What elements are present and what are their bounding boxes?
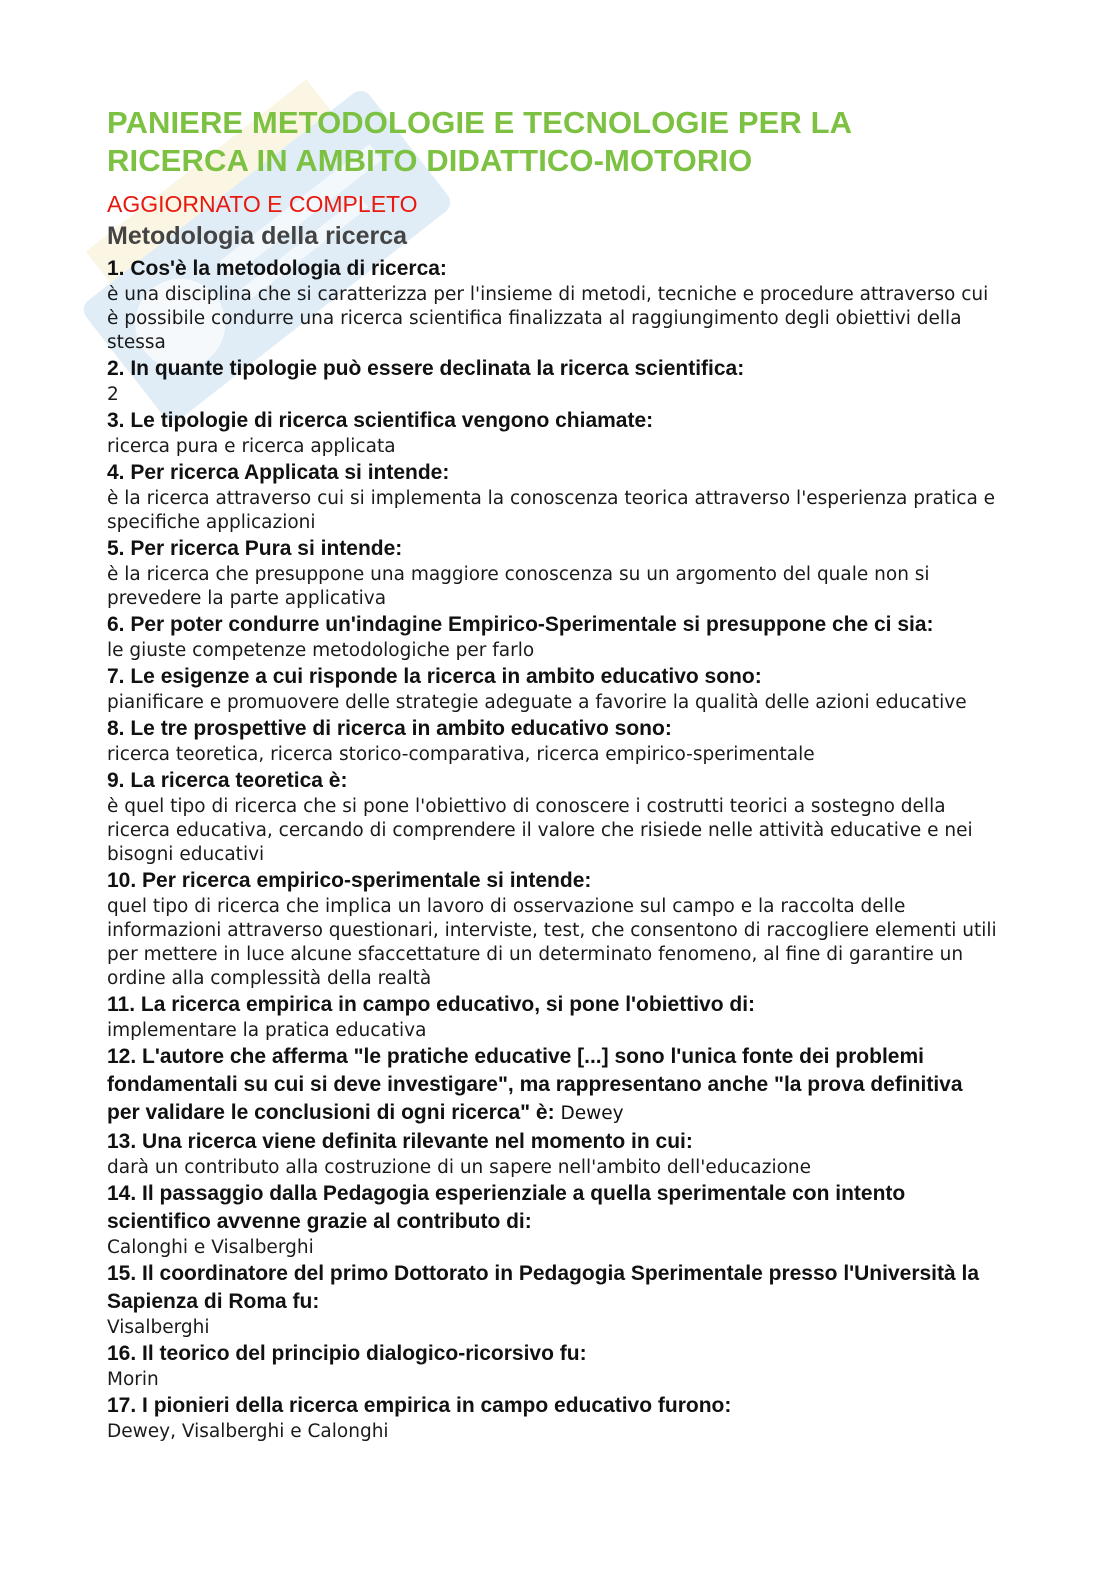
question-text: 6. Per poter condurre un'indagine Empirico-Sperimentale si presuppone che ci sia: <box>107 613 934 636</box>
answer: Dewey, Visalberghi e Calonghi <box>107 1421 389 1442</box>
question-text: 11. La ricerca empirica in campo educativo, si pone l'obiettivo di: <box>107 993 756 1016</box>
answer: darà un contributo alla costruzione di un sapere nell'ambito dell'educazione <box>107 1157 812 1178</box>
qa-item <box>107 459 997 535</box>
question-text: 1. Cos'è la metodologia di ricerca: <box>107 257 447 280</box>
qa-item <box>107 255 997 355</box>
question-text: 17. I pionieri della ricerca empirica in campo educativo furono: <box>107 1394 732 1417</box>
question <box>107 1392 997 1420</box>
qa-item <box>107 1180 997 1260</box>
qa-list <box>107 255 997 1444</box>
question <box>107 407 997 435</box>
answer: Calonghi e Visalberghi <box>107 1237 314 1258</box>
qa-item <box>107 1043 997 1128</box>
question-text: 4. Per ricerca Applicata si intende: <box>107 461 450 484</box>
section-heading: Metodologia della ricerca <box>107 222 408 250</box>
question-text: 7. Le esigenze a cui risponde la ricerca in ambito educativo sono: <box>107 665 762 688</box>
qa-item <box>107 611 997 663</box>
answer: Visalberghi <box>107 1317 210 1338</box>
question-text: 10. Per ricerca empirico-sperimentale si intende: <box>107 869 592 892</box>
qa-item <box>107 867 997 991</box>
question-text: 12. L'autore che afferma "le pratiche educative [...] sono l'unica fonte dei problemi fondamentali su cui si deve investigare", ma rappresentano anche "la prova definitiva per validare le conclusioni di ogni ricerca" è: <box>107 1045 963 1124</box>
qa-item <box>107 407 997 459</box>
question <box>107 767 997 795</box>
question <box>107 867 997 895</box>
question <box>107 1260 997 1316</box>
question-text: 13. Una ricerca viene definita rilevante nel momento in cui: <box>107 1130 693 1153</box>
qa-item <box>107 767 997 867</box>
answer: ricerca pura e ricerca applicata <box>107 436 396 457</box>
answer: è una disciplina che si caratterizza per l'insieme di metodi, tecniche e procedure attraverso cui è possibile condurre una ricerca scientifica finalizzata al raggiungimento degli obiettivi della stessa <box>107 284 989 353</box>
qa-item <box>107 535 997 611</box>
question <box>107 611 997 639</box>
answer: quel tipo di ricerca che implica un lavoro di osservazione sul campo e la raccolta delle informazioni attraverso questionari, interviste, test, che consentono di raccogliere elementi utili per mettere in luce alcune sfaccettature di un determinato fenomeno, al fine di garantire un ordine alla complessità della realtà <box>107 896 997 989</box>
question-text: 14. Il passaggio dalla Pedagogia esperienziale a quella sperimentale con intento scientifico avvenne grazie al contributo di: <box>107 1182 906 1233</box>
question <box>107 459 997 487</box>
answer: è la ricerca che presuppone una maggiore conoscenza su un argomento del quale non si prevedere la parte applicativa <box>107 564 930 609</box>
question-text: 9. La ricerca teoretica è: <box>107 769 348 792</box>
question <box>107 715 997 743</box>
question <box>107 1340 997 1368</box>
question-text: 3. Le tipologie di ricerca scientifica vengono chiamate: <box>107 409 654 432</box>
answer: è la ricerca attraverso cui si implementa la conoscenza teorica attraverso l'esperienza pratica e specifiche applicazioni <box>107 488 996 533</box>
document-title: PANIERE METODOLOGIE E TECNOLOGIE PER LA RICERCA IN AMBITO DIDATTICO-MOTORIO <box>107 105 851 178</box>
question <box>107 1043 997 1128</box>
qa-item <box>107 1392 997 1444</box>
answer: Morin <box>107 1369 159 1390</box>
qa-item <box>107 991 997 1043</box>
question <box>107 355 997 383</box>
question-text: 15. Il coordinatore del primo Dottorato in Pedagogia Sperimentale presso l'Università la Sapienza di Roma fu: <box>107 1262 980 1313</box>
answer: Dewey <box>560 1103 624 1124</box>
qa-item <box>107 1128 997 1180</box>
qa-item <box>107 663 997 715</box>
document-subtitle: AGGIORNATO E COMPLETO <box>107 191 418 217</box>
question <box>107 255 997 283</box>
qa-item <box>107 1340 997 1392</box>
qa-item <box>107 355 997 407</box>
document-page <box>107 104 997 1444</box>
question <box>107 991 997 1019</box>
answer: le giuste competenze metodologiche per farlo <box>107 640 535 661</box>
answer: 2 <box>107 384 119 405</box>
question-text: 8. Le tre prospettive di ricerca in ambito educativo sono: <box>107 717 672 740</box>
answer: implementare la pratica educativa <box>107 1020 427 1041</box>
question-text: 16. Il teorico del principio dialogico-ricorsivo fu: <box>107 1342 587 1365</box>
qa-item <box>107 1260 997 1340</box>
question-text: 5. Per ricerca Pura si intende: <box>107 537 403 560</box>
answer: ricerca teoretica, ricerca storico-comparativa, ricerca empirico-sperimentale <box>107 744 815 765</box>
qa-item <box>107 715 997 767</box>
question <box>107 1180 997 1236</box>
question <box>107 1128 997 1156</box>
question <box>107 535 997 563</box>
question <box>107 663 997 691</box>
answer: pianificare e promuovere delle strategie adeguate a favorire la qualità delle azioni educative <box>107 692 967 713</box>
question-text: 2. In quante tipologie può essere declinata la ricerca scientifica: <box>107 357 745 380</box>
answer: è quel tipo di ricerca che si pone l'obiettivo di conoscere i costrutti teorici a sostegno della ricerca educativa, cercando di comprendere il valore che risiede nelle attività educative e nei bisogni educativi <box>107 796 973 865</box>
